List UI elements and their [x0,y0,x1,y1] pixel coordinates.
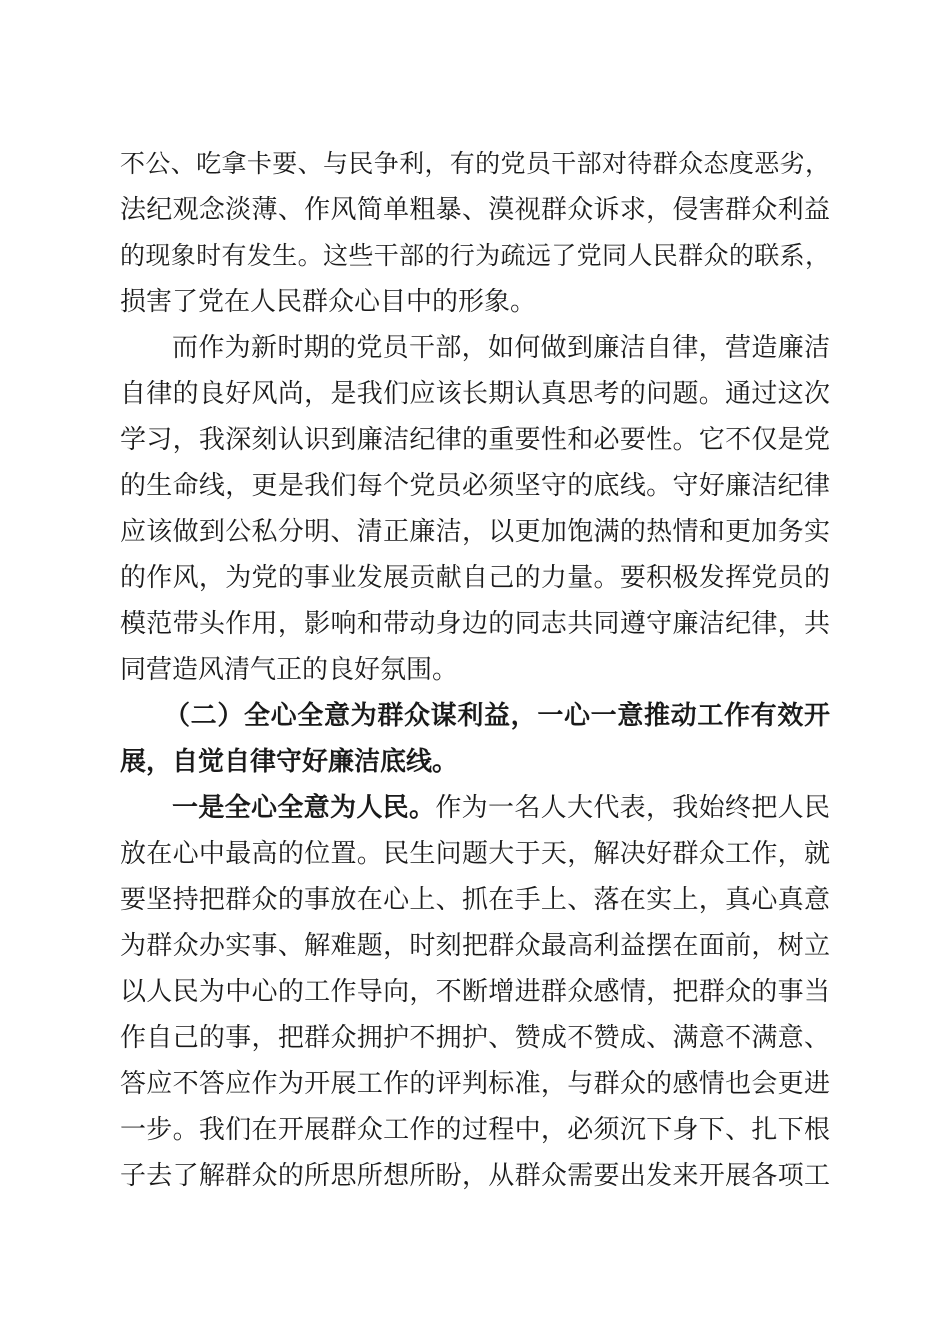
para2-line-3: 学习，我深刻认识到廉洁纪律的重要性和必要性。它不仅是党 [120,425,830,455]
para3-line-6: 作自己的事，把群众拥护不拥护、赞成不赞成、满意不满意、 [120,1023,830,1053]
para2-line-2: 自律的良好风尚，是我们应该长期认真思考的问题。通过这次 [120,379,830,409]
para3-line-1-rest: 作为一名人大代表，我始终把人民 [435,793,830,823]
para3-line-3: 要坚持把群众的事放在心上、抓在手上、落在实上，真心真意 [120,885,830,915]
section-heading-line-2: 展，自觉自律守好廉洁底线。 [120,747,459,777]
para3-line-7: 答应不答应作为开展工作的评判标准，与群众的感情也会更进 [120,1069,830,1099]
para2-line-4: 的生命线，更是我们每个党员必须坚守的底线。守好廉洁纪律 [120,471,830,501]
para3-line-2: 放在心中最高的位置。民生问题大于天，解决好群众工作，就 [120,839,830,869]
para2-line-1: 而作为新时期的党员干部，如何做到廉洁自律，营造廉洁 [172,333,830,363]
para1-line-3: 的现象时有发生。这些干部的行为疏远了党同人民群众的联系， [120,241,830,270]
para2-line-7: 模范带头作用，影响和带动身边的同志共同遵守廉洁纪律，共 [120,609,830,639]
section-heading-line-1: （二）全心全意为群众谋利益，一心一意推动工作有效开 [164,701,830,731]
para3-line-5: 以人民为中心的工作导向，不断增进群众感情，把群众的事当 [120,977,830,1007]
para3-line-9: 子去了解群众的所思所想所盼，从群众需要出发来开展各项工 [120,1161,830,1191]
para3-line-4: 为群众办实事、解难题，时刻把群众最高利益摆在面前，树立 [120,931,830,961]
para3-line-1 [172,788,830,828]
para2-line-5: 应该做到公私分明、清正廉洁，以更加饱满的热情和更加务实 [120,517,830,547]
para1-line-1: 不公、吃拿卡要、与民争利，有的党员干部对待群众态度恶劣， [120,149,830,178]
para3-line-8: 一步。我们在开展群众工作的过程中，必须沉下身下、扎下根 [120,1115,830,1145]
para2-line-8: 同营造风清气正的良好氛围。 [120,655,459,685]
para1-line-2: 法纪观念淡薄、作风简单粗暴、漠视群众诉求，侵害群众利益 [120,195,830,225]
para3-lead: 一是全心全意为人民。 [172,793,436,823]
para2-line-6: 的作风，为党的事业发展贡献自己的力量。要积极发挥党员的 [120,563,830,593]
para1-line-4: 损害了党在人民群众心目中的形象。 [120,287,537,317]
